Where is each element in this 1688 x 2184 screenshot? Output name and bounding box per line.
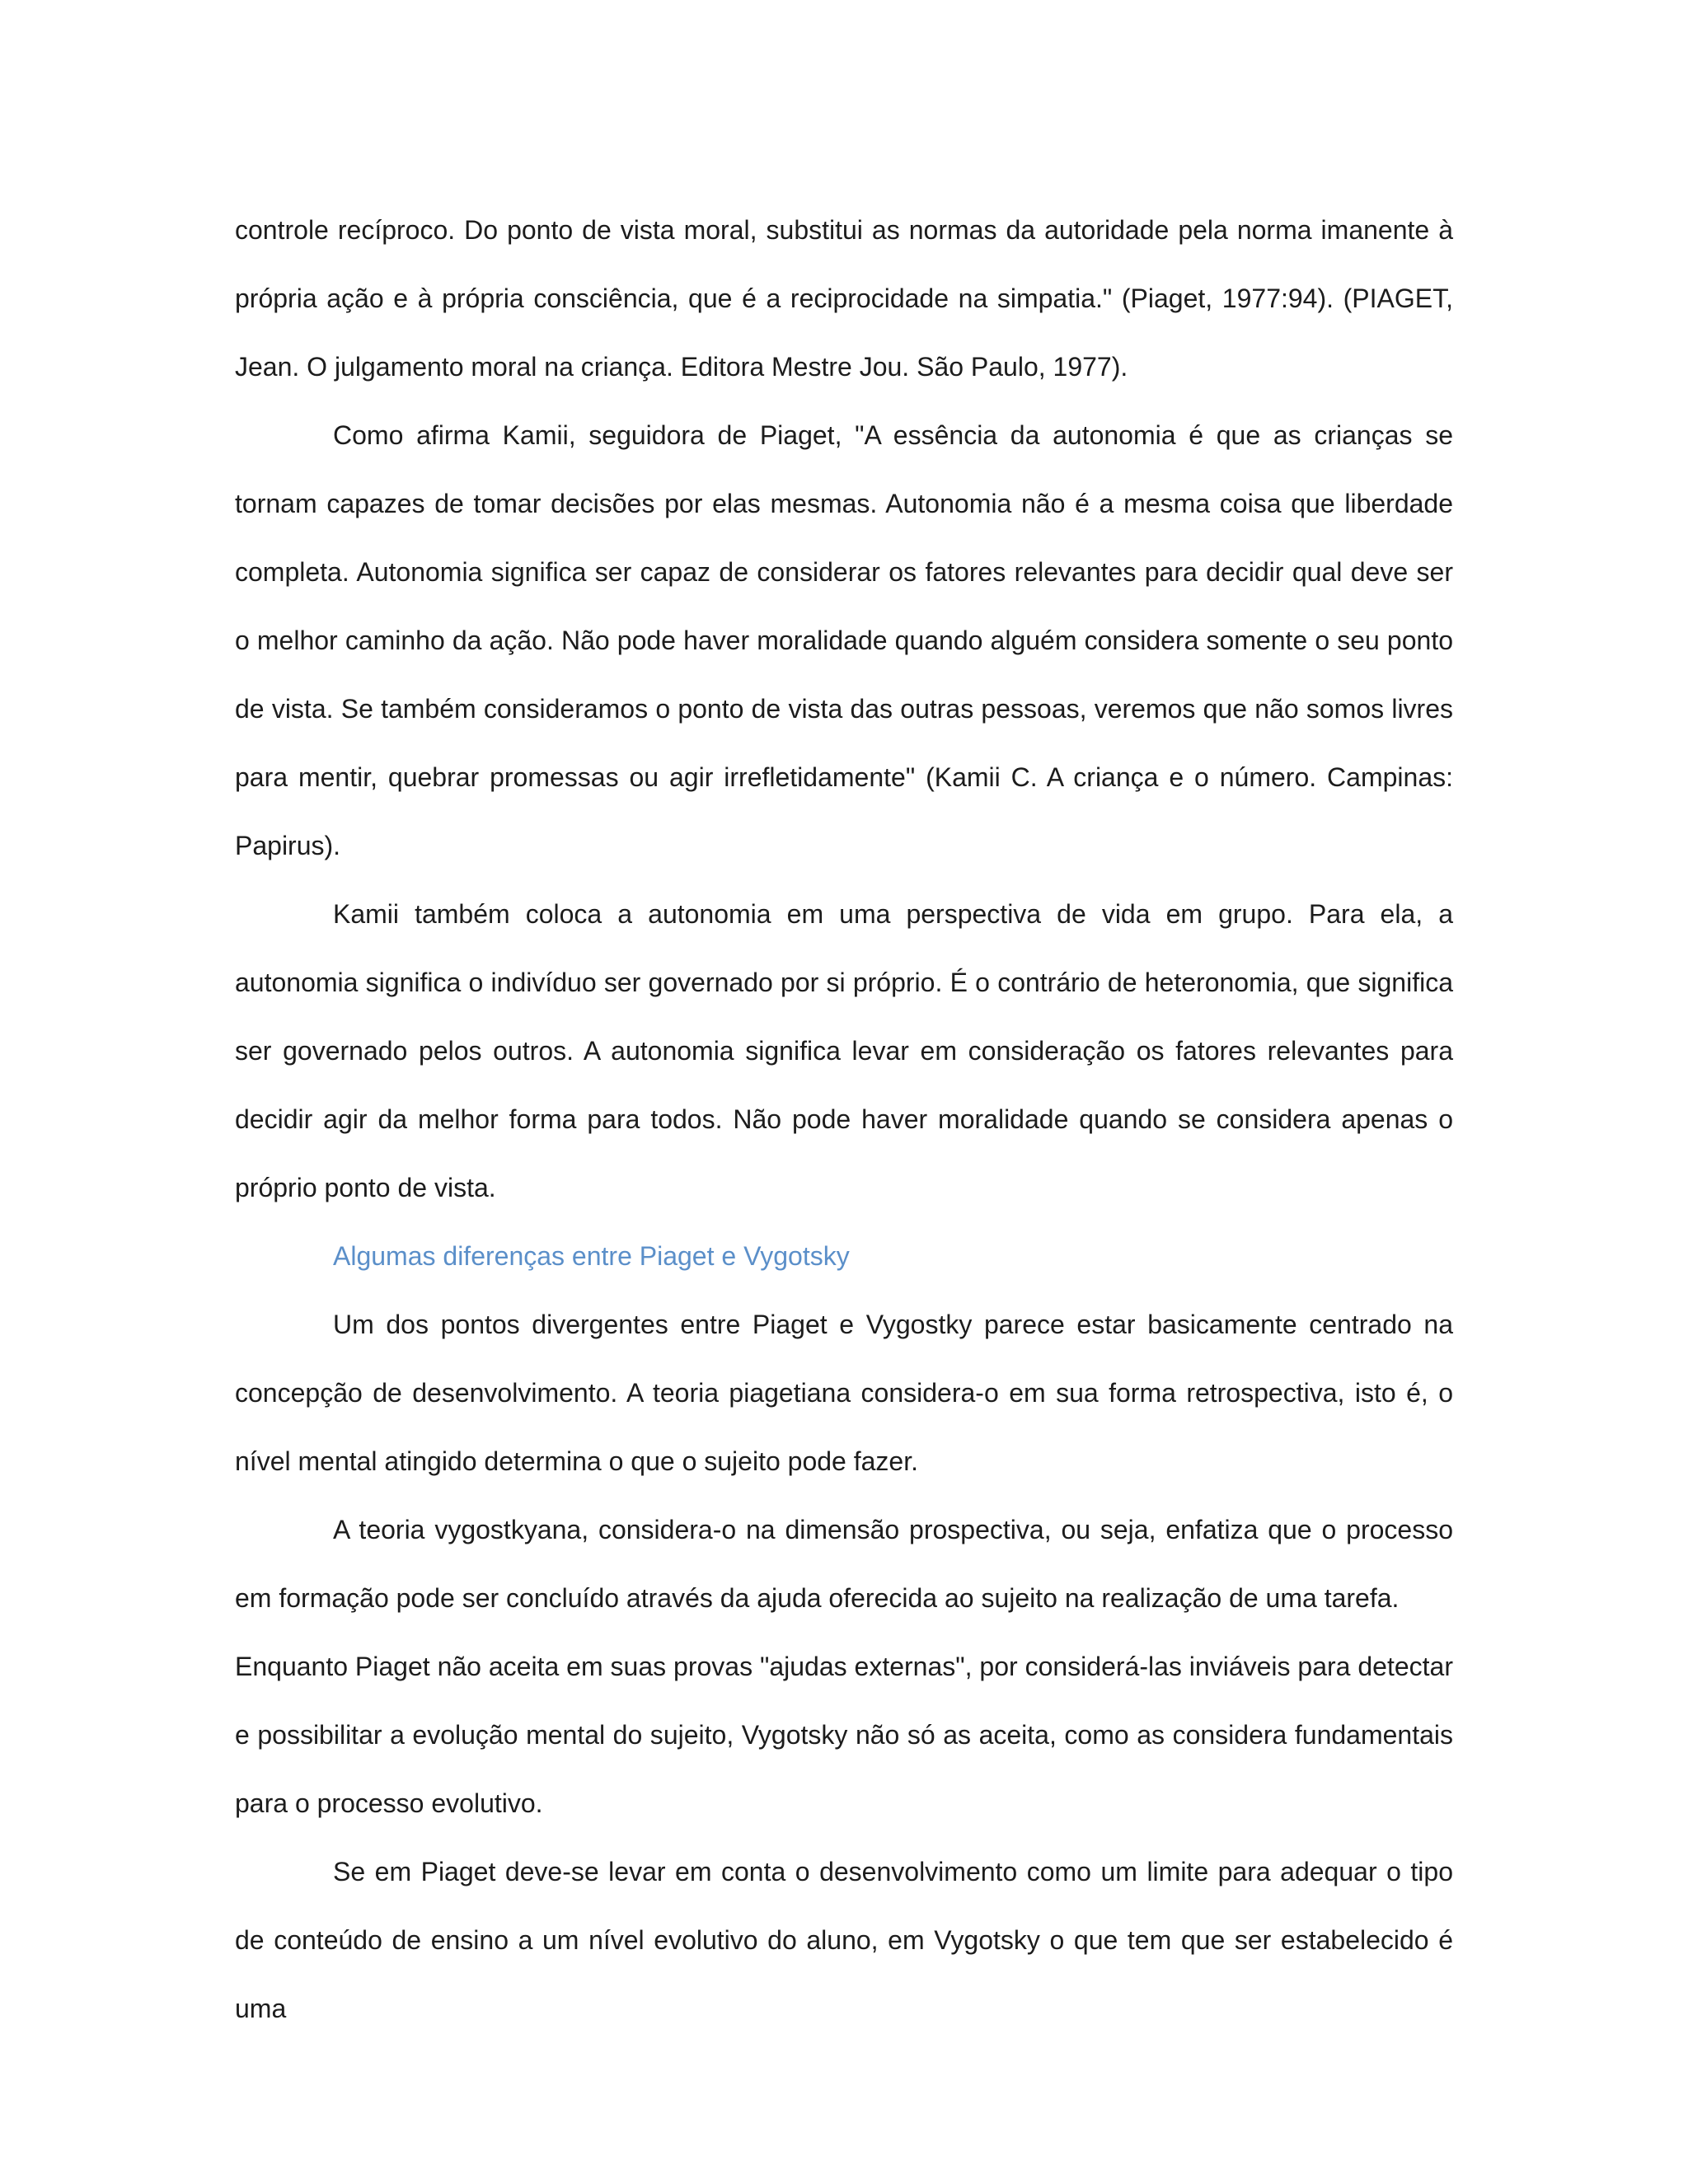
paragraph-kamii-quote: Como afirma Kamii, seguidora de Piaget, "A essência da autonomia é que as crianças se tornam capazes de tomar decisões por elas mesmas. Autonomia não é a mesma coisa que liberdade completa. Autonomia significa ser capaz de considerar os fatores relevantes para decidir qual deve ser o melhor caminho da ação. Não pode haver moralidade quando alguém considera somente o seu ponto de vista. Se também consideramos o ponto de vista das outras pessoas, veremos que não somos livres para mentir, quebrar promessas ou agir irrefletidamente" (Kamii C. A criança e o número. Campinas: Papirus). (235, 420, 1453, 860)
paragraph-kamii-autonomy: Kamii também coloca a autonomia em uma perspectiva de vida em grupo. Para ela, a autonomia significa o indivíduo ser governado por si próprio. É o contrário de heteronomia, que significa ser governado pelos outros. A autonomia significa levar em consideração os fatores relevantes para decidir agir da melhor forma para todos. Não pode haver moralidade quando se considera apenas o próprio ponto de vista. (235, 899, 1453, 1202)
paragraph-piaget-quote-continuation: controle recíproco. Do ponto de vista moral, substitui as normas da autoridade pela norma imanente à própria ação e à própria consciência, que é a reciprocidade na simpatia." (Piaget, 1977:94). (PIAGET, Jean. O julgamento moral na criança. Editora Mestre Jou. São Paulo, 1977). (235, 215, 1453, 382)
paragraph-divergent-points: Um dos pontos divergentes entre Piaget e Vygostky parece estar basicamente centrado na concepção de desenvolvimento. A teoria piagetiana considera-o em sua forma retrospectiva, isto é, o nível mental atingido determina o que o sujeito pode fazer. (235, 1310, 1453, 1476)
document-body (235, 196, 1453, 2043)
section-heading: Algumas diferenças entre Piaget e Vygotsky (333, 1241, 850, 1271)
paragraph-development-limit: Se em Piaget deve-se levar em conta o desenvolvimento como um limite para adequar o tipo de conteúdo de ensino a um nível evolutivo do aluno, em Vygotsky o que tem que ser estabelecido é uma (235, 1857, 1453, 2023)
paragraph-external-help: Enquanto Piaget não aceita em suas provas "ajudas externas", por considerá-las inviáveis para detectar e possibilitar a evolução mental do sujeito, Vygotsky não só as aceita, como as considera fundamentais para o processo evolutivo. (235, 1652, 1453, 1818)
paragraph-vygotskyan-theory: A teoria vygostkyana, considera-o na dimensão prospectiva, ou seja, enfatiza que o processo em formação pode ser concluído através da ajuda oferecida ao sujeito na realização de uma tarefa. (235, 1515, 1453, 1613)
